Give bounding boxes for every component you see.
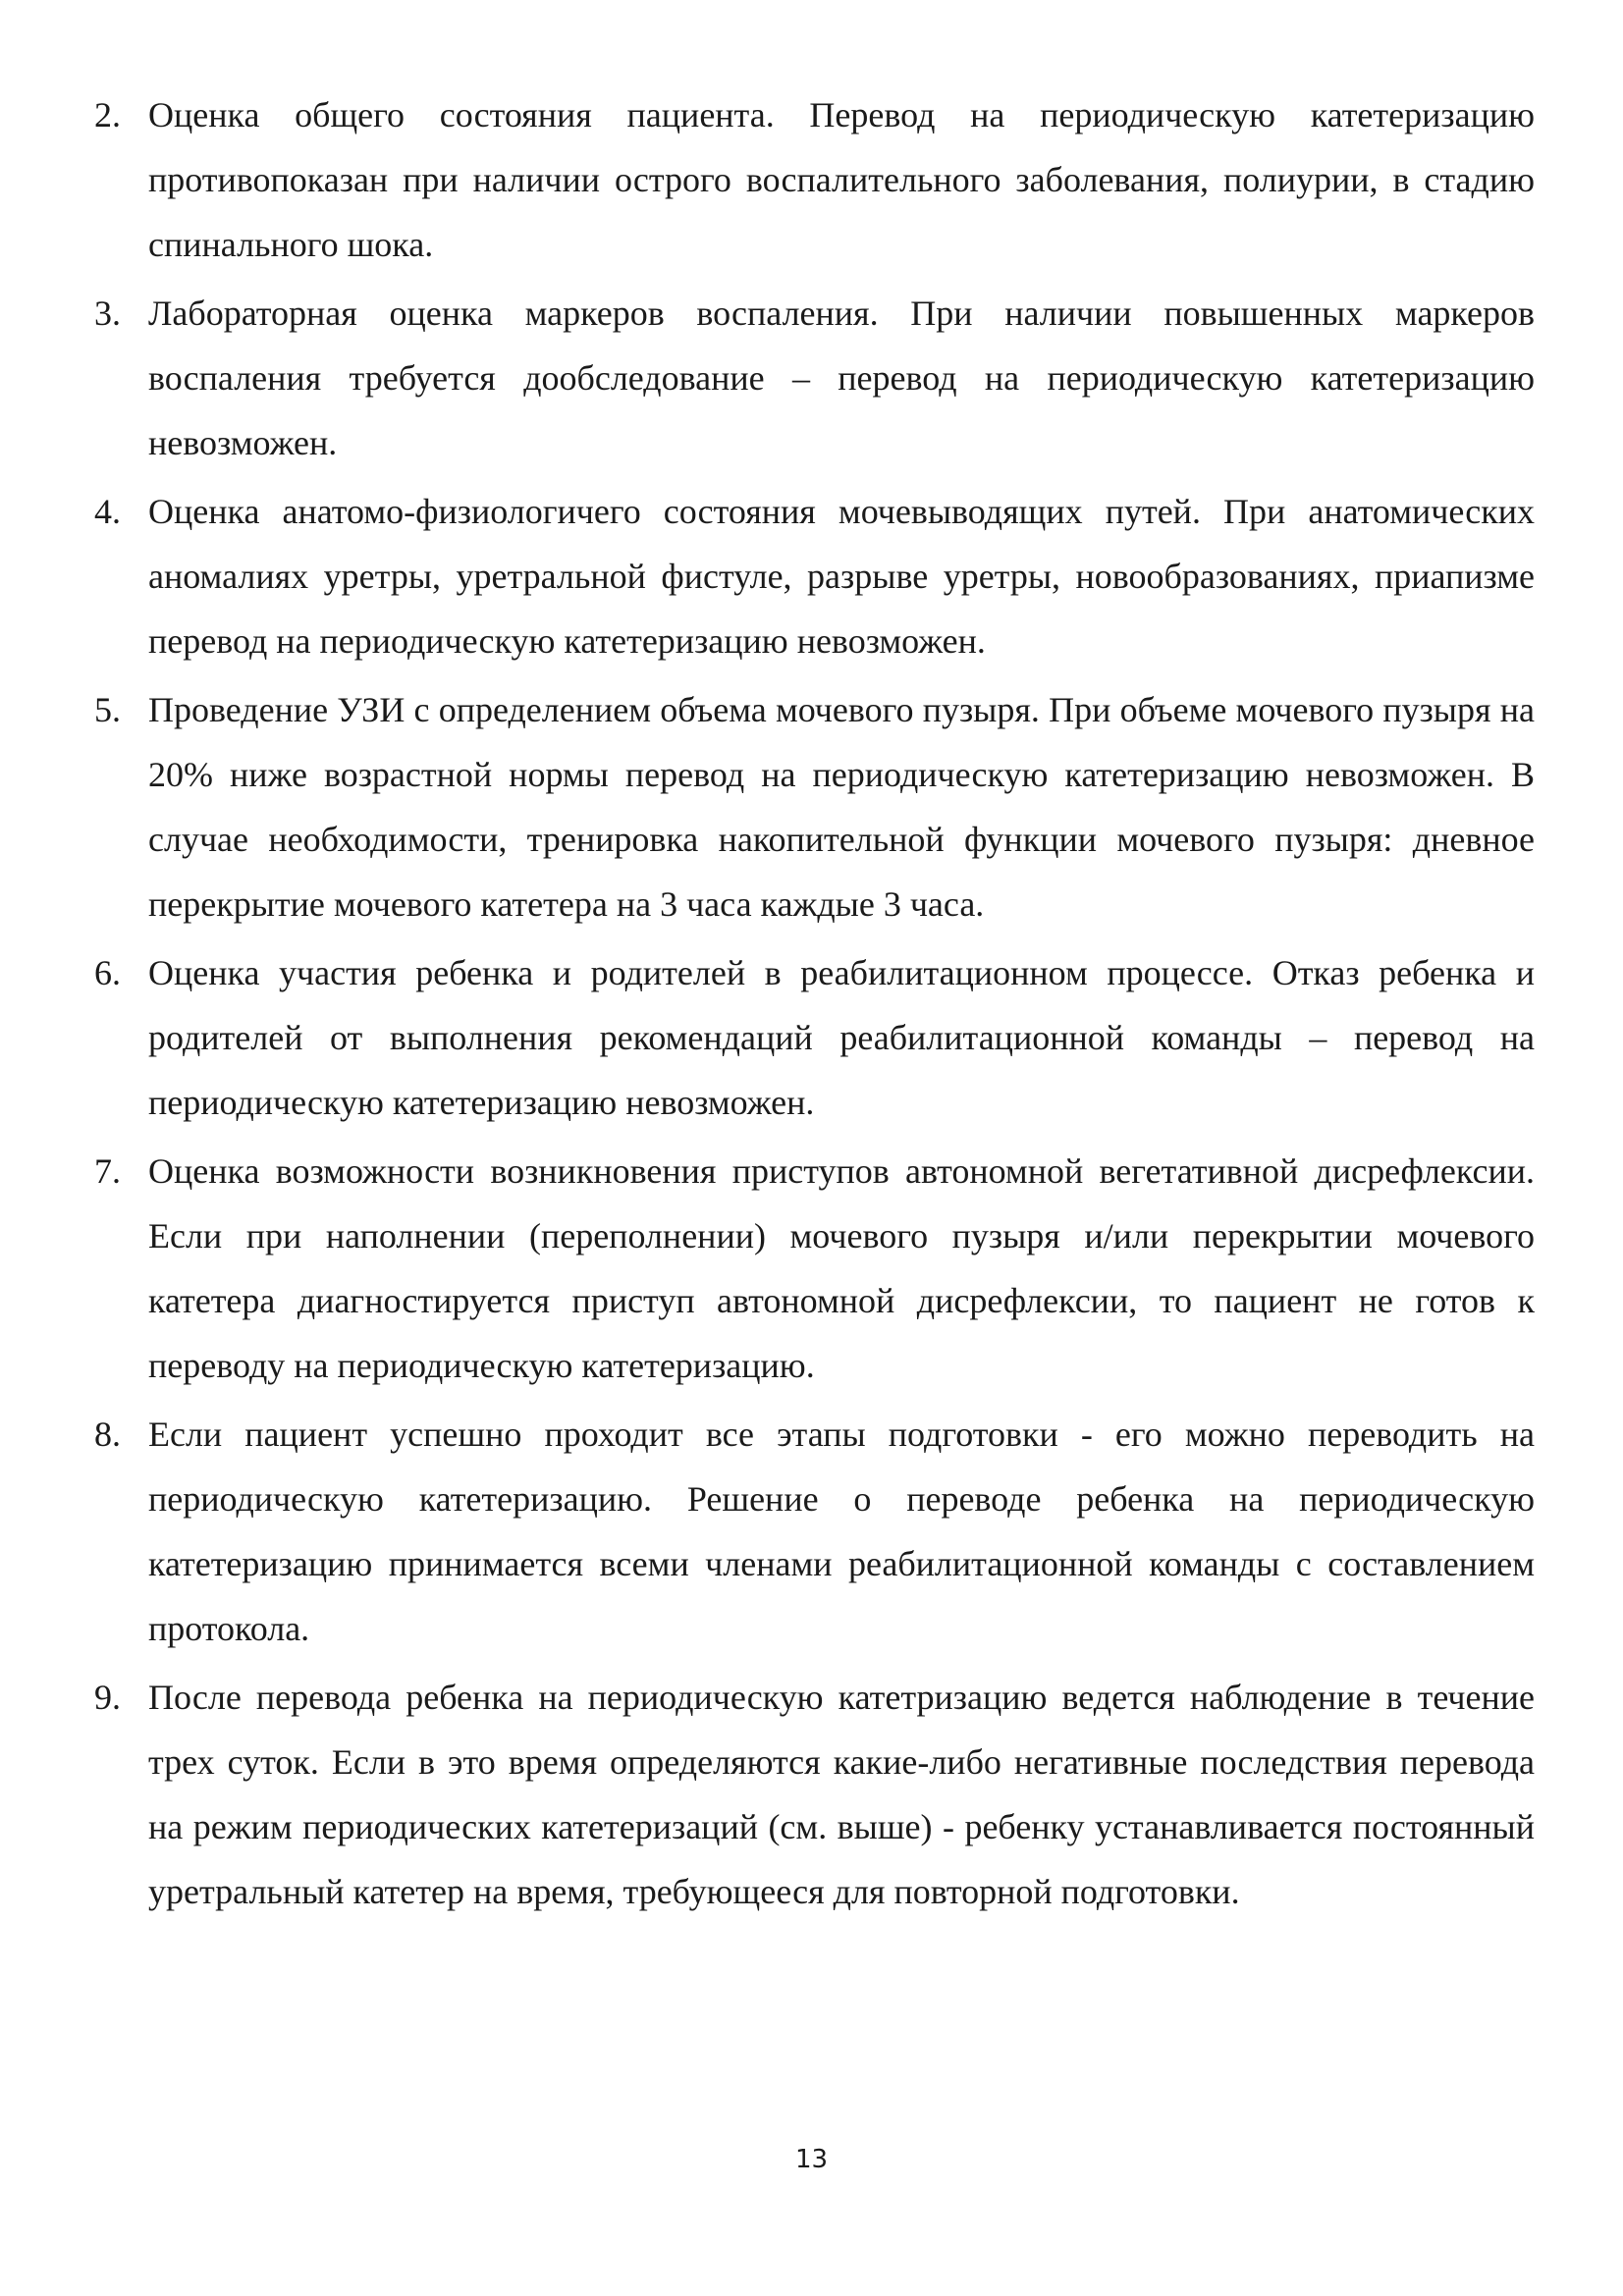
list-item xyxy=(94,479,1535,673)
list-item-text: Если пациент успешно проходит все этапы подготовки - его можно переводить на периодическую катетеризацию. Решение о переводе ребенка на периодическую катетеризацию принимается всеми членами реабилитационной команды с составлением протокола. xyxy=(148,1415,1535,1648)
list-item-text: Оценка возможности возникновения приступов автономной вегетативной дисрефлексии. Если при наполнении (переполнении) мочевого пузыря и/или перекрытии мочевого катетера диагностируется приступ автономной дисрефлексии, то пациент не готов к переводу на периодическую катетеризацию. xyxy=(148,1151,1535,1385)
list-item-number: 8. xyxy=(94,1415,121,1454)
list-item-number: 3. xyxy=(94,294,121,333)
list-item xyxy=(94,281,1535,475)
list-item xyxy=(94,1402,1535,1661)
numbered-list xyxy=(94,82,1535,1928)
page-number: 13 xyxy=(794,2145,829,2174)
list-item-number: 2. xyxy=(94,95,121,134)
list-item-text: Оценка участия ребенка и родителей в реабилитационном процессе. Отказ ребенка и родителей от выполнения рекомендаций реабилитационной команды – перевод на периодическую катетеризацию невозможен. xyxy=(148,953,1535,1122)
list-item-number: 5. xyxy=(94,690,121,729)
list-item-text: После перевода ребенка на периодическую катетризацию ведется наблюдение в течение трех суток. Если в это время определяются какие-либо негативные последствия перевода на режим периодических катетеризаций (см. выше) - ребенку устанавливается постоянный уретральный катетер на время, требующееся для повторной подготовки. xyxy=(148,1678,1535,1911)
list-item-number: 4. xyxy=(94,492,121,531)
list-item-text: Оценка анатомо-физиологичего состояния мочевыводящих путей. При анатомических аномалиях уретры, уретральной фистуле, разрыве уретры, новообразованиях, приапизме перевод на периодическую катетеризацию невозможен. xyxy=(148,492,1535,661)
list-item xyxy=(94,1139,1535,1398)
list-item-text: Лабораторная оценка маркеров воспаления. При наличии повышенных маркеров воспаления требуется дообследование – перевод на периодическую катетеризацию невозможен. xyxy=(148,294,1535,462)
list-item xyxy=(94,940,1535,1135)
list-item xyxy=(94,1665,1535,1924)
list-item-text: Проведение УЗИ с определением объема мочевого пузыря. При объеме мочевого пузыря на 20% ниже возрастной нормы перевод на периодическую катетеризацию невозможен. В случае необходимости, тренировка накопительной функции мочевого пузыря: дневное перекрытие мочевого катетера на 3 часа каждые 3 часа. xyxy=(148,690,1535,924)
list-item-number: 9. xyxy=(94,1678,121,1717)
list-item xyxy=(94,82,1535,277)
list-item xyxy=(94,677,1535,936)
list-item-text: Оценка общего состояния пациента. Перевод на периодическую катетеризацию противопоказан при наличии острого воспалительного заболевания, полиурии, в стадию спинального шока. xyxy=(148,95,1535,264)
list-item-number: 6. xyxy=(94,953,121,992)
list-item-number: 7. xyxy=(94,1151,121,1191)
